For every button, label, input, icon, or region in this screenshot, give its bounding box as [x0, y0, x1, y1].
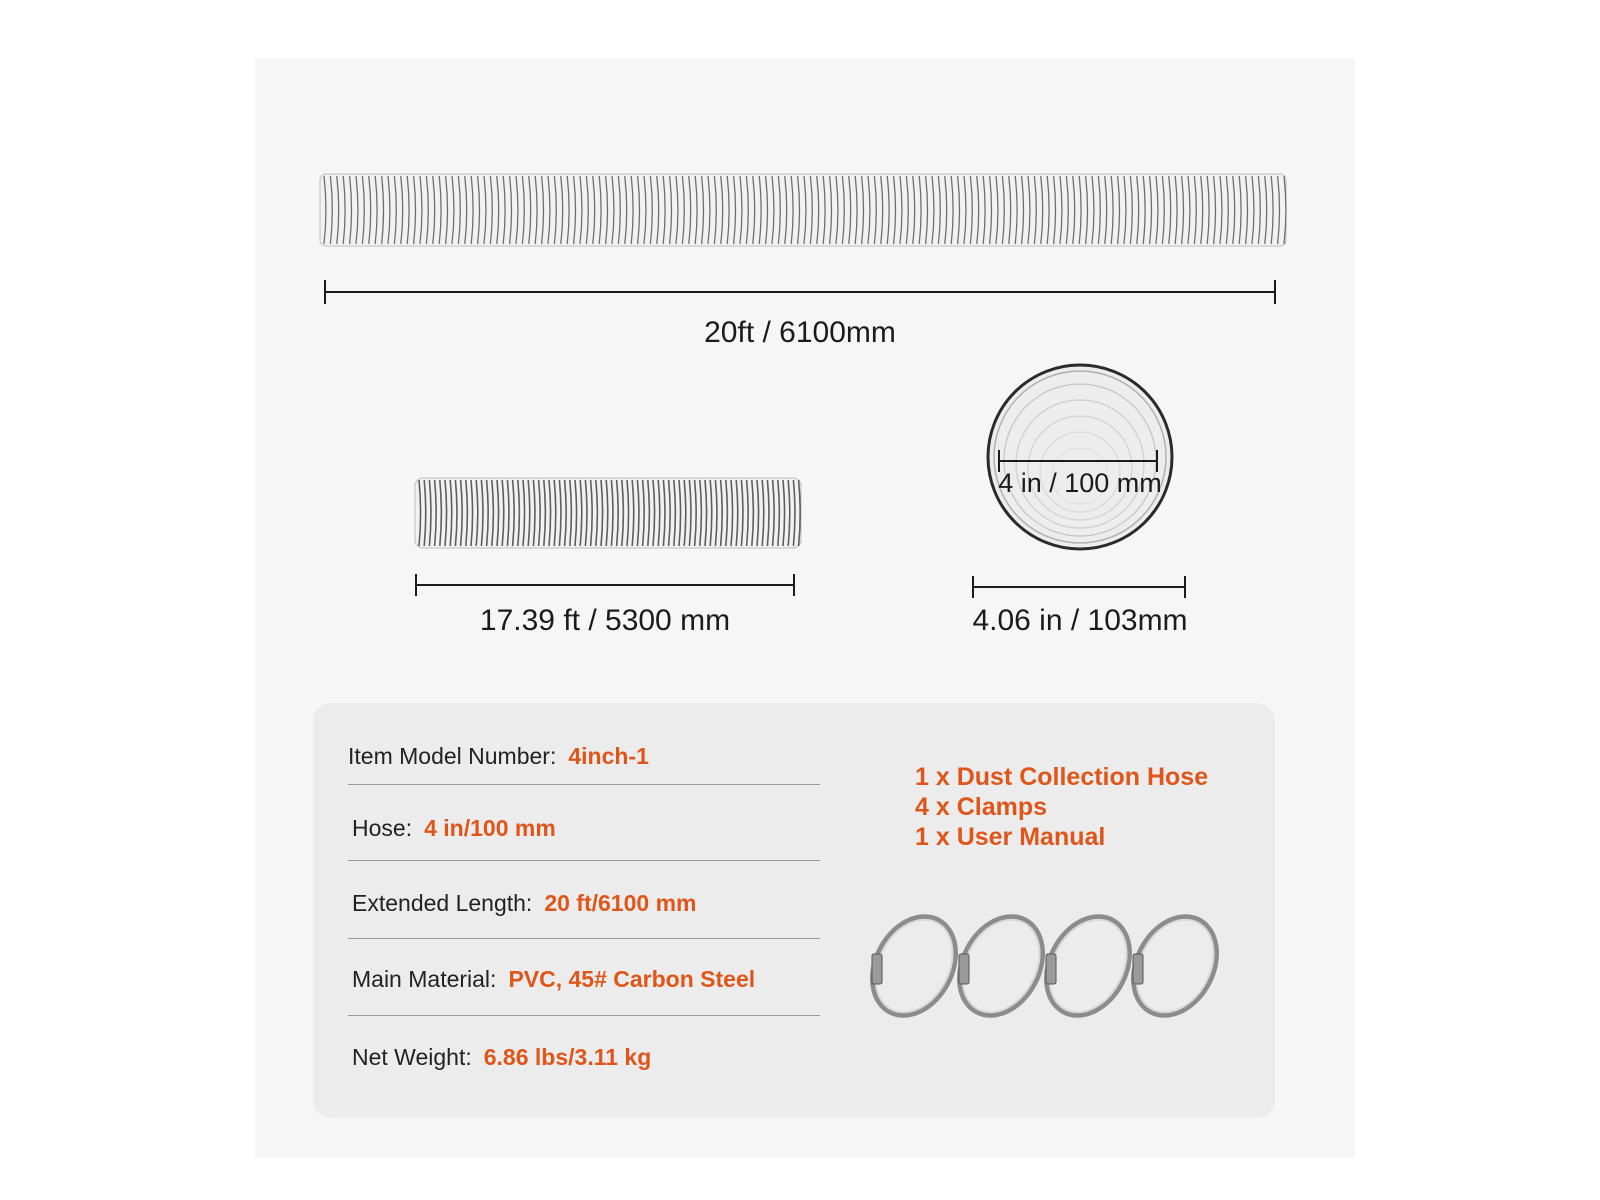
spec-divider [348, 938, 820, 939]
spec-value: 4 in/100 mm [424, 815, 556, 841]
compressed-hose-image [415, 476, 801, 550]
compressed-length-dimension-line [415, 572, 795, 598]
clamp-screw [872, 954, 882, 984]
extended-hose-image [320, 172, 1286, 248]
spec-value: 6.86 lbs/3.11 kg [483, 1044, 652, 1070]
spec-hose [352, 815, 822, 842]
package-item-clamps: 4 x Clamps [915, 793, 1048, 821]
spec-divider [348, 1015, 820, 1016]
clamp-screw [959, 954, 969, 984]
extended-length-label: 20ft / 6100mm [704, 316, 896, 349]
spec-value: 20 ft/6100 mm [544, 890, 697, 916]
inner-diameter-label: 4 in / 100 mm [998, 468, 1162, 498]
spec-label: Main Material: [352, 966, 497, 992]
spec-main-material [352, 966, 822, 993]
spec-label: Net Weight: [352, 1044, 472, 1070]
package-item-manual: 1 x User Manual [915, 823, 1106, 851]
spec-divider [348, 860, 820, 861]
spec-value: 4inch-1 [568, 743, 649, 769]
hose-end-view-image [985, 362, 1175, 552]
spec-label: Extended Length: [352, 890, 533, 916]
spec-divider [348, 784, 820, 785]
clamp-screw [1046, 954, 1056, 984]
spec-extended-length [352, 890, 822, 917]
spec-net-weight [352, 1044, 822, 1071]
spec-label: Hose: [352, 815, 413, 841]
spec-model-number [348, 743, 818, 770]
spec-panel [313, 703, 1275, 1118]
spec-value: PVC, 45# Carbon Steel [508, 966, 756, 992]
compressed-length-label: 17.39 ft / 5300 mm [479, 604, 731, 637]
clamp-screw [1133, 954, 1143, 984]
extended-length-dimension-line [324, 278, 1276, 306]
outer-diameter-dimension-line [972, 574, 1186, 600]
hose-clamps-image [872, 912, 1224, 1032]
spec-label: Item Model Number: [348, 743, 557, 769]
package-item-hose: 1 x Dust Collection Hose [915, 763, 1209, 791]
outer-diameter-label: 4.06 in / 103mm [972, 604, 1188, 637]
